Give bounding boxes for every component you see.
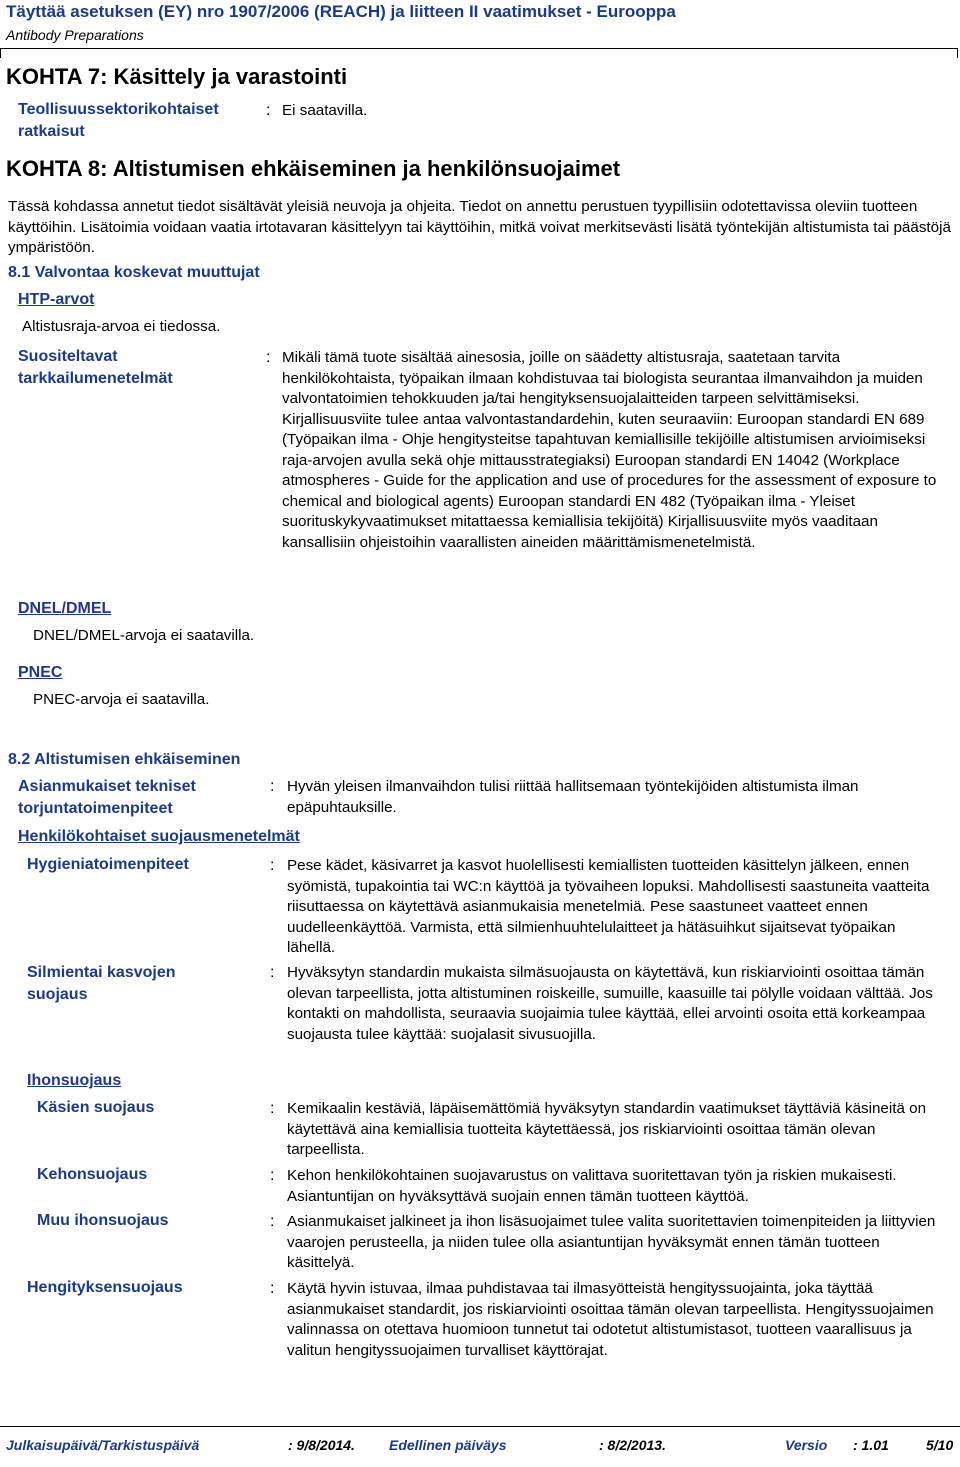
respiratory-protection-value: Käytä hyvin istuvaa, ilmaa puhdistavaa tai ilmasyötteistä hengityssuojainta, joka täyttää asianmukaiset standardit, jos riskiarviointi osoittaa tämän olevan tarpeellista. Hengityssuojaimen valinnassa on otettava huomioon tunnetut tai odotetut altistumistasot, tuotteen vaarallisuus ja valitun hengityssuojaimen turvalliset käyttörajat. (287, 1280, 934, 1359)
engineering-controls-value: Hyvän yleisen ilmanvaihdon tulisi riittää hallitsemaan työntekijöiden altistumista ilman epäpuhtauksille. (287, 778, 859, 816)
footer-issue-date-label: Julkaisupäivä/Tarkistuspäivä (6, 1437, 200, 1453)
section-8-intro: Tässä kohdassa annetut tiedot sisältävät yleisiä neuvoja ja ohjeita. Tiedot on annettu perustuen tyypillisiin odotettavissa oleviin tuotteen käyttöihin. Lisätoimia voidaan vaatia irtotavaran käsittelyyn tai käyttöihin, mitkä voivat merkitsevästi lisätä työntekijän altistumista tai päästöjä ympäristöön. (8, 198, 951, 256)
footer-issue-date-value: : 9/8/2014. (288, 1437, 355, 1453)
subsection-8-2-title: 8.2 Altistumisen ehkäiseminen (8, 751, 241, 768)
monitoring-label-line1: Suositeltavat (18, 348, 118, 365)
footer-version-label: Versio (785, 1437, 828, 1453)
hand-protection-value: Kemikaalin kestäviä, läpäisemättömiä hyväksytyn standardin vaatimukset täyttäviä käsineitä on käytettävä aina kemiallisia tuotteita käytettäessä, jos riskiarviointi osoittaa tämän olevan tarpeellista. (287, 1100, 927, 1158)
label-colon: : (270, 1280, 275, 1297)
hygiene-label: Hygieniatoimenpiteet (27, 856, 189, 873)
monitoring-label-line2: tarkkailumenetelmät (18, 370, 173, 387)
label-colon: : (266, 102, 271, 119)
pnec-heading: PNEC (18, 664, 63, 681)
dnel-heading: DNEL/DMEL (18, 600, 112, 617)
label-colon: : (270, 1100, 275, 1117)
hand-protection-label: Käsien suojaus (37, 1099, 155, 1116)
engineering-controls-label-line2: torjuntatoimenpiteet (18, 800, 173, 817)
section-8-title: KOHTA 8: Altistumisen ehkäiseminen ja henkilönsuojaimet (6, 156, 621, 181)
label-colon: : (270, 1213, 275, 1230)
industrial-solutions-value: Ei saatavilla. (282, 102, 368, 119)
product-name: Antibody Preparations (6, 27, 144, 43)
htp-text: Altistusraja-arvoa ei tiedossa. (22, 318, 221, 335)
dnel-text: DNEL/DMEL-arvoja ei saatavilla. (33, 627, 255, 644)
eye-protection-label-line2: suojaus (27, 986, 88, 1003)
footer-previous-date-value: : 8/2/2013. (599, 1437, 666, 1453)
eye-protection-label-line1: Silmientai kasvojen (27, 964, 176, 981)
other-skin-protection-label: Muu ihonsuojaus (37, 1212, 169, 1229)
industrial-solutions-label-line2: ratkaisut (18, 123, 85, 140)
monitoring-value: Mikäli tämä tuote sisältää ainesosia, joille on säädetty altistusraja, saatetaan tarvita henkilökohtaista, työpaikan ilmaan kohdistuvaa tai biologista seurantaa ilmanvaihdon ja muiden valvontatoimien tehokkuuden ja/tai hengityksensuojalaitteiden tarpeen selvittämiseksi. Kirjallisuusviite tulee antaa valvontastandardehin, kuten seuraaviin: Euroopan standardi EN 689 (Työpaikan ilma - Ohje hengitysteitse tapahtuvan kemiallisille tekijöille altistumisen arvioimiseksi raja-arvojen avulla sekä ohje mittausstrategiaksi) Euroopan standardi EN 14042 (Workplace atmospheres - Guide for the application and use of procedures for the assessment of exposure to chemical and biological agents) Euroopan standardi EN 482 (Työpaikan ilma - Yleiset suorituskykyvaatimukset mitattaessa kemiallisia tekijöitä) Kirjallisuusviite myös vaaditaan kansallisiin ohjeistoihin vaarallisten aineiden määrittämismenetelmistä. (282, 349, 937, 551)
footer-divider (0, 1426, 960, 1427)
footer-previous-date-label: Edellinen päiväys (389, 1437, 507, 1453)
eye-protection-value: Hyväksytyn standardin mukaista silmäsuojausta on käytettävä, kun riskiarviointi osoittaa tämän olevan tarpeellista, jotta altistuminen roiskeille, sumuille, kaasuille tai pölylle voidaan välttää. Jos kontakti on mahdollista, seuraavia suojaimia tulee käyttää, ellei arvointi osoita että korkeampaa suojausta tulee käyttää: suojalasit sivusuojilla. (287, 964, 933, 1043)
industrial-solutions-label-line1: Teollisuussektorikohtaiset (18, 101, 219, 118)
section-7-title: KOHTA 7: Käsittely ja varastointi (6, 64, 348, 89)
subsection-8-1-title: 8.1 Valvontaa koskevat muuttujat (8, 264, 260, 281)
other-skin-protection-value: Asianmukaiset jalkineet ja ihon lisäsuojaimet tulee valita suoritettavien toimenpiteiden ja liittyvien vaarojen perusteella, ja niiden tulee olla asiantuntijan hyväksymät ennen tämän tuotteen käsittelyä. (287, 1213, 936, 1271)
footer-version-value: : 1.01 (853, 1437, 889, 1453)
htp-heading: HTP-arvot (18, 291, 95, 308)
pnec-text: PNEC-arvoja ei saatavilla. (33, 691, 210, 708)
personal-protection-heading: Henkilökohtaiset suojausmenetelmät (18, 828, 300, 845)
label-colon: : (270, 1167, 275, 1184)
hygiene-value: Pese kädet, käsivarret ja kasvot huolellisesti kemiallisten tuotteiden käsittelyn jälkeen, ennen syömistä, tupakointia tai WC:n käyttöä ja työvaiheen lopuksi. Mahdollisesti saastuneita vaatteita riisuttaessa on käytettävä asianmukaisia menetelmiä. Pese saastuneet vaatteet ennen uudelleenkäyttöä. Varmista, että silmienhuuhtelulaitteet ja hätäsuihkut sijaitsevat työpaikan lähellä. (287, 857, 930, 956)
label-colon: : (270, 964, 275, 981)
engineering-controls-label-line1: Asianmukaiset tekniset (18, 778, 196, 795)
body-protection-label: Kehonsuojaus (37, 1166, 148, 1183)
skin-protection-heading: Ihonsuojaus (27, 1072, 122, 1089)
header-box-border (0, 48, 958, 58)
footer-page-number: 5/10 (926, 1437, 954, 1453)
label-colon: : (270, 778, 275, 795)
document-header-title: Täyttää asetuksen (EY) nro 1907/2006 (REACH) ja liitteen II vaatimukset - Eurooppa (6, 2, 676, 21)
respiratory-protection-label: Hengityksensuojaus (27, 1279, 183, 1296)
label-colon: : (270, 857, 275, 874)
label-colon: : (266, 349, 271, 366)
body-protection-value: Kehon henkilökohtainen suojavarustus on valittava suoritettavan työn ja riskien mukaisesti. Asiantuntijan on hyväksyttävä suojain ennen tämän tuotteen käyttöä. (287, 1167, 897, 1205)
